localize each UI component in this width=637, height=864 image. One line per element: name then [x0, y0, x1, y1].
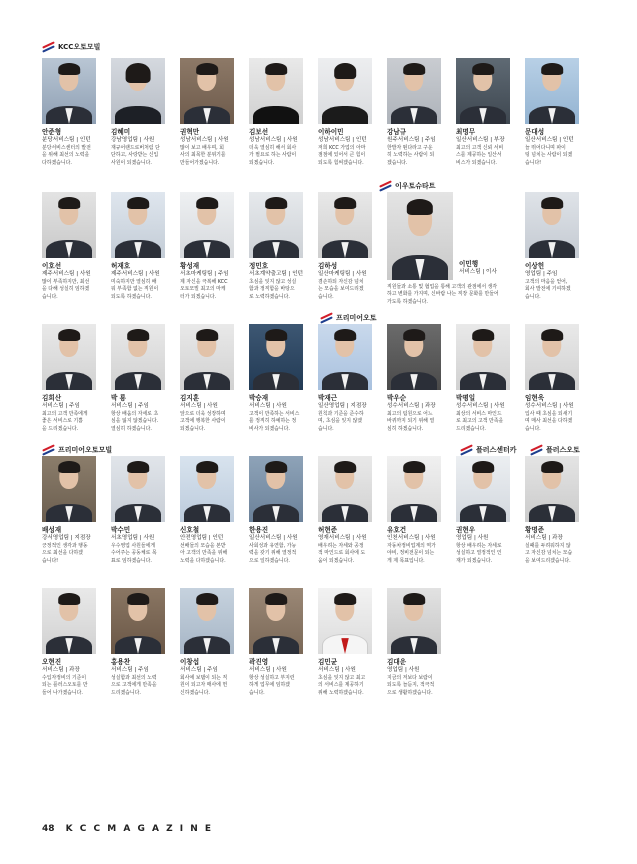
kcc-logo-icon: [530, 445, 543, 455]
staff-name: 박평일: [456, 394, 476, 402]
staff-role: 일산영업팀 | 지점장: [318, 403, 367, 409]
staff-name: 정민호: [249, 262, 269, 270]
section-label-kcc-automobile: KCC오토모빌: [42, 40, 100, 54]
staff-desc: 항상 배움의 자세로 초 심을 잃지 않겠습니다. 열심히 하겠습니다.: [111, 411, 159, 432]
staff-desc: 분당서비스센터의 발전 을 위해 최선의 노력을 다하겠습니다.: [42, 145, 91, 166]
staff-photo: [180, 456, 234, 522]
staff-role: 일산서비스팀 | 인턴: [525, 137, 574, 143]
staff-role: 영업팀 | 사원: [387, 667, 420, 673]
staff-card: [318, 456, 384, 565]
staff-card: [456, 456, 522, 565]
staff-name: 이하이민: [318, 128, 344, 136]
staff-photo: [387, 324, 441, 390]
staff-desc: 많이 부족하지만, 최선 을 다해 성실히 임하겠 습니다.: [42, 279, 90, 300]
staff-name: 문대성: [525, 128, 545, 136]
staff-name: 안준형: [42, 128, 62, 136]
staff-name: 최명무: [456, 128, 476, 136]
staff-card: [456, 324, 522, 433]
staff-card: [249, 58, 315, 167]
staff-card: [249, 456, 315, 565]
staff-card: [111, 324, 177, 433]
staff-desc: 항상 성실하고 부지런 하게 업무에 임하겠 습니다.: [249, 675, 295, 696]
staff-card: [42, 324, 108, 433]
staff-desc: 늘 뛰어다니며 파이 팅 넘치는 사람이 되겠 습니다!: [525, 145, 573, 166]
staff-photo: [318, 456, 372, 522]
staff-name: 임현욱: [525, 394, 545, 402]
staff-role: 성수서비스팀 | 사원: [456, 403, 505, 409]
staff-role: 서초영업팀 | 사원: [111, 535, 155, 541]
staff-name: 홍용찬: [111, 658, 131, 666]
staff-photo: [111, 588, 165, 654]
staff-role: 분당서비스팀 | 인턴: [42, 137, 91, 143]
staff-role: 성남서비스팀 | 인턴: [318, 137, 367, 143]
staff-desc: 자동차정비업계의 역가 야비, 정비전문이 되는 게 제 목표입니다.: [387, 543, 436, 564]
staff-photo: [525, 58, 579, 124]
staff-photo: [249, 456, 303, 522]
staff-name: 박재근: [318, 394, 338, 402]
staff-photo: [111, 324, 165, 390]
staff-name: 황성재: [180, 262, 200, 270]
staff-card: [42, 58, 108, 167]
staff-card: [525, 192, 591, 301]
staff-name: 유호건: [387, 526, 407, 534]
staff-desc: 제 자신을 극복해 KCC 오토모빌 최고의 마케 터가 되겠습니다.: [180, 279, 228, 300]
staff-name: 신호철: [180, 526, 200, 534]
staff-card: [249, 588, 315, 697]
staff-role: 안전영업팀 | 인턴: [180, 535, 224, 541]
staff-card: [180, 192, 246, 301]
staff-name: 박수민: [111, 526, 131, 534]
section-label-autostar: 이우토슈타트: [379, 179, 436, 193]
staff-desc: 지금의 저보다 보람이 되도록 늘듣지, 적극적 으로 생활하겠습니다.: [387, 675, 435, 696]
magazine-title: K C C M A G A Z I N E: [65, 824, 214, 834]
staff-name: 박승재: [249, 394, 269, 402]
staff-name: 김혜미: [111, 128, 131, 136]
staff-photo: [318, 58, 372, 124]
staff-photo: [111, 58, 165, 124]
staff-photo: [249, 588, 303, 654]
staff-role: 서비스팀 | 주임: [111, 403, 149, 409]
staff-card: [525, 324, 591, 433]
staff-desc: 더욱 열심히 해서 회사 가 필요로 하는 사람이 되겠습니다.: [249, 145, 297, 166]
staff-name: 김보선: [249, 128, 269, 136]
staff-photo: [42, 192, 96, 258]
staff-card: [387, 588, 453, 697]
staff-photo: [525, 192, 579, 258]
staff-name: 오현진: [42, 658, 62, 666]
staff-photo: [249, 324, 303, 390]
staff-name: 배성재: [42, 526, 62, 534]
staff-name: 이창섭: [180, 658, 200, 666]
staff-name: 강남규: [387, 128, 407, 136]
staff-desc: 최고의 고객 만족에게 좋은 서비스로 기쁨 을 드리겠습니다.: [42, 411, 88, 432]
staff-card: [318, 588, 384, 697]
staff-desc: 초심을 잊지 않고 성실 함과 정직함을 바탕으 로 노력하겠습니다.: [249, 279, 297, 300]
staff-name: 허현준: [318, 526, 338, 534]
staff-photo: [180, 324, 234, 390]
staff-name: 허재호: [111, 262, 131, 270]
section-label-premium-auto: 프리미어오토: [320, 311, 377, 325]
staff-role: 제주서비스팀 | 사원: [111, 271, 160, 277]
page-number: 48: [42, 824, 55, 834]
section-label-plus-center-car: 플러스센터카: [460, 443, 517, 457]
staff-photo: [387, 588, 441, 654]
staff-desc: 원칙과 기준을 준수하 며, 초심을 잊지 않겠 습니다.: [318, 411, 364, 432]
staff-role: 서비스팀 | 주임: [42, 403, 80, 409]
staff-card: [387, 324, 453, 433]
staff-card: [249, 324, 315, 433]
staff-photo: [525, 324, 579, 390]
staff-photo: [456, 58, 510, 124]
staff-desc: 입사 때 초심을 되새기 며 매사 최선을 다하겠 습니다.: [525, 411, 573, 432]
staff-desc: 선배들의 모습을 본받 아 고객의 만족을 위해 노력을 다하겠습니다.: [180, 543, 228, 564]
staff-role: 영업팀 | 사원: [456, 535, 489, 541]
staff-desc: 직원들과 소통 및 협업을 통해 고객의 관점에서 생각 하고 변화를 가지며, 신바람 나는 직장 문화를 만들어 가도록 하겠습니다.: [387, 284, 499, 305]
staff-role: 서비스팀 | 이사: [459, 269, 497, 275]
staff-card: [318, 324, 384, 433]
staff-role: 일산마케팅팀 | 사원: [318, 271, 367, 277]
staff-desc: 미숙하지만 열심히 배 워 부족함 없는 직원이 되도록 하겠습니다.: [111, 279, 159, 300]
staff-desc: 긍정적인 생각과 행동 으로 최선을 다하겠 습니다!: [42, 543, 88, 564]
staff-role: 서비스팀 | 주임: [111, 667, 149, 673]
staff-role: 일산서비스팀 | 사원: [249, 535, 298, 541]
staff-name: 김지훈: [180, 394, 200, 402]
staff-card: [387, 58, 453, 167]
staff-photo: [111, 456, 165, 522]
staff-desc: 실패를 두려워하지 않 고 자신감 넘치는 모습 을 보여드리겠습니다.: [525, 543, 573, 564]
staff-name: 박우순: [387, 394, 407, 402]
staff-name: 권혁만: [180, 128, 200, 136]
staff-desc: 우수영업 사원들에게 수어주는 공동체로 목 표로 임하겠습니다.: [111, 543, 157, 564]
staff-name: 김희산: [42, 394, 62, 402]
staff-desc: 겸손하되 자신감 넘치 는 모습을 보여드리겠 습니다.: [318, 279, 364, 300]
staff-role: 서비스팀 | 과장: [525, 535, 563, 541]
staff-photo: [456, 456, 510, 522]
staff-desc: 최고의 팀원으로 어느 바퀴까지 되기 위해 열 심히 하겠습니다.: [387, 411, 435, 432]
staff-photo: [456, 324, 510, 390]
section-label-premium-automobile: 프리미어오토모빌: [42, 443, 112, 457]
staff-desc: 항상 배우려는 자세로 성실하고 열정적인 인 재가 되겠습니다.: [456, 543, 502, 564]
staff-role: 성남서비스팀 | 사원: [180, 137, 229, 143]
staff-desc: 재규어랜드로버처럼 단 단하고, 사랑받는 신입 사원이 되겠습니다.: [111, 145, 160, 166]
staff-desc: 회사에 보탬이 되는 직 원이 되고자 매사에 헌 신하겠습니다.: [180, 675, 228, 696]
staff-desc: 저희 KCC 가업의 아마 점점에 있어서 큰 힘이 되도록 힘써겠습니다.: [318, 145, 366, 166]
staff-photo: [111, 192, 165, 258]
staff-desc: 한발자 뛴다라고 구운 히 노력하는 사람이 되 겠습니다.: [387, 145, 435, 166]
staff-desc: 앞으로 더욱 성장하며 고객에 행복한 사람이 되겠습니다.: [180, 411, 226, 432]
staff-role: 서비스팀 | 과장: [42, 667, 80, 673]
staff-desc: 고객의 마음을 얻어, 회사 발전에 기여하겠 습니다.: [525, 279, 571, 300]
page-footer: [42, 824, 213, 834]
staff-photo: [42, 456, 96, 522]
staff-desc: 최상의 서비스 마인드 로 최고의 고객 만족을 드리겠습니다.: [456, 411, 504, 432]
staff-name: 김민균: [318, 658, 338, 666]
staff-role: 서비스팀 | 주임: [180, 667, 218, 673]
staff-role: 영재서비스팀 | 사원: [318, 535, 367, 541]
staff-card: [42, 456, 108, 565]
staff-photo: [249, 58, 303, 124]
staff-photo: [387, 58, 441, 124]
kcc-logo-icon: [42, 42, 55, 52]
staff-role: 성수서비스팀 | 사원: [525, 403, 574, 409]
staff-desc: 배우려는 자세와 공정 적 마인드로 회사에 도 움이 되겠습니다.: [318, 543, 366, 564]
staff-role: 성수서비스팀 | 과장: [387, 403, 436, 409]
kcc-logo-icon: [42, 445, 55, 455]
staff-photo: [180, 588, 234, 654]
staff-card: [180, 324, 246, 433]
staff-photo: [318, 324, 372, 390]
staff-role: 서비스팀 | 사원: [180, 403, 218, 409]
staff-card: [42, 588, 108, 697]
staff-name: 권현우: [456, 526, 476, 534]
staff-name: 이호선: [42, 262, 62, 270]
staff-name: 이상헌: [525, 262, 545, 270]
staff-role: 영업팀 | 주임: [525, 271, 558, 277]
staff-photo: [180, 192, 234, 258]
staff-role: 일산서비스팀 | 부장: [456, 137, 505, 143]
staff-photo: [318, 588, 372, 654]
staff-role: 제주서비스팀 | 사원: [42, 271, 91, 277]
kcc-logo-icon: [379, 181, 392, 191]
staff-card: [387, 456, 453, 565]
kcc-logo-icon: [460, 445, 473, 455]
staff-name: 황명준: [525, 526, 545, 534]
staff-role: 성남서비스팀 | 사원: [249, 137, 298, 143]
staff-card: [180, 456, 246, 565]
staff-photo: [42, 58, 96, 124]
staff-name: 박 룡: [111, 394, 127, 402]
staff-role: 서초계약출고팀 | 인턴: [249, 271, 304, 277]
staff-photo: [318, 192, 372, 258]
staff-card-featured: [387, 192, 517, 306]
staff-photo: [525, 456, 579, 522]
staff-role: 서비스팀 | 사원: [318, 667, 356, 673]
staff-photo: [42, 588, 96, 654]
staff-desc: 고객이 만족하는 서비스 를 정직히 하예하는 정 비사가 되겠습니다.: [249, 411, 300, 432]
staff-desc: 초심을 잊지 않고 최고 의 서비스를 제공하기 위해 노력하겠습니다.: [318, 675, 366, 696]
staff-photo: [387, 456, 441, 522]
staff-card: [318, 58, 384, 167]
staff-name: 곽진영: [249, 658, 269, 666]
staff-photo: [387, 192, 453, 280]
staff-card: [180, 588, 246, 697]
staff-photo: [180, 58, 234, 124]
staff-photo: [249, 192, 303, 258]
staff-name: 이민행: [459, 260, 479, 268]
staff-role: 인천서비스팀 | 사원: [387, 535, 436, 541]
section-label-plus-auto: 플러스오토: [530, 443, 580, 457]
staff-role: 서비스팀 | 사원: [249, 667, 287, 673]
staff-card: [111, 192, 177, 301]
staff-role: 원주서비스팀 | 주임: [387, 137, 436, 143]
staff-card: [249, 192, 315, 301]
staff-photo: [42, 324, 96, 390]
staff-desc: 최고의 고객 신뢰 서비 스를 제공하는 일산서 비스가 되겠습니다.: [456, 145, 504, 166]
staff-card: [42, 192, 108, 301]
staff-desc: 성실함과 최선의 노력 으로 고객에게 만족을 드리겠습니다.: [111, 675, 157, 696]
staff-card: [525, 58, 591, 167]
staff-role: 서초마케팅팀 | 주임: [180, 271, 229, 277]
staff-desc: 많이 보고 배우며, 회 사의 최목한 분위기를 만들어가겠습니다.: [180, 145, 226, 166]
staff-card: [318, 192, 384, 301]
staff-name: 한용진: [249, 526, 269, 534]
staff-card: [180, 58, 246, 167]
staff-desc: 수입자정비의 기준이 되는 플러스오토를 만 들어 나가겠습니다.: [42, 675, 88, 696]
staff-card: [456, 58, 522, 167]
staff-card: [111, 58, 177, 167]
staff-name: 김대운: [387, 658, 407, 666]
staff-card: [111, 456, 177, 565]
kcc-logo-icon: [320, 313, 333, 323]
staff-role: 서비스팀 | 사원: [249, 403, 287, 409]
staff-card: [525, 456, 591, 565]
staff-name: 김하성: [318, 262, 338, 270]
staff-card: [111, 588, 177, 697]
staff-desc: 사회성과 유연함, 가능 력을 갖기 위해 열정적 으로 일하겠습니다.: [249, 543, 297, 564]
staff-role: 강남영업팀 | 사원: [111, 137, 155, 143]
staff-role: 강서영업팀 | 지점장: [42, 535, 91, 541]
